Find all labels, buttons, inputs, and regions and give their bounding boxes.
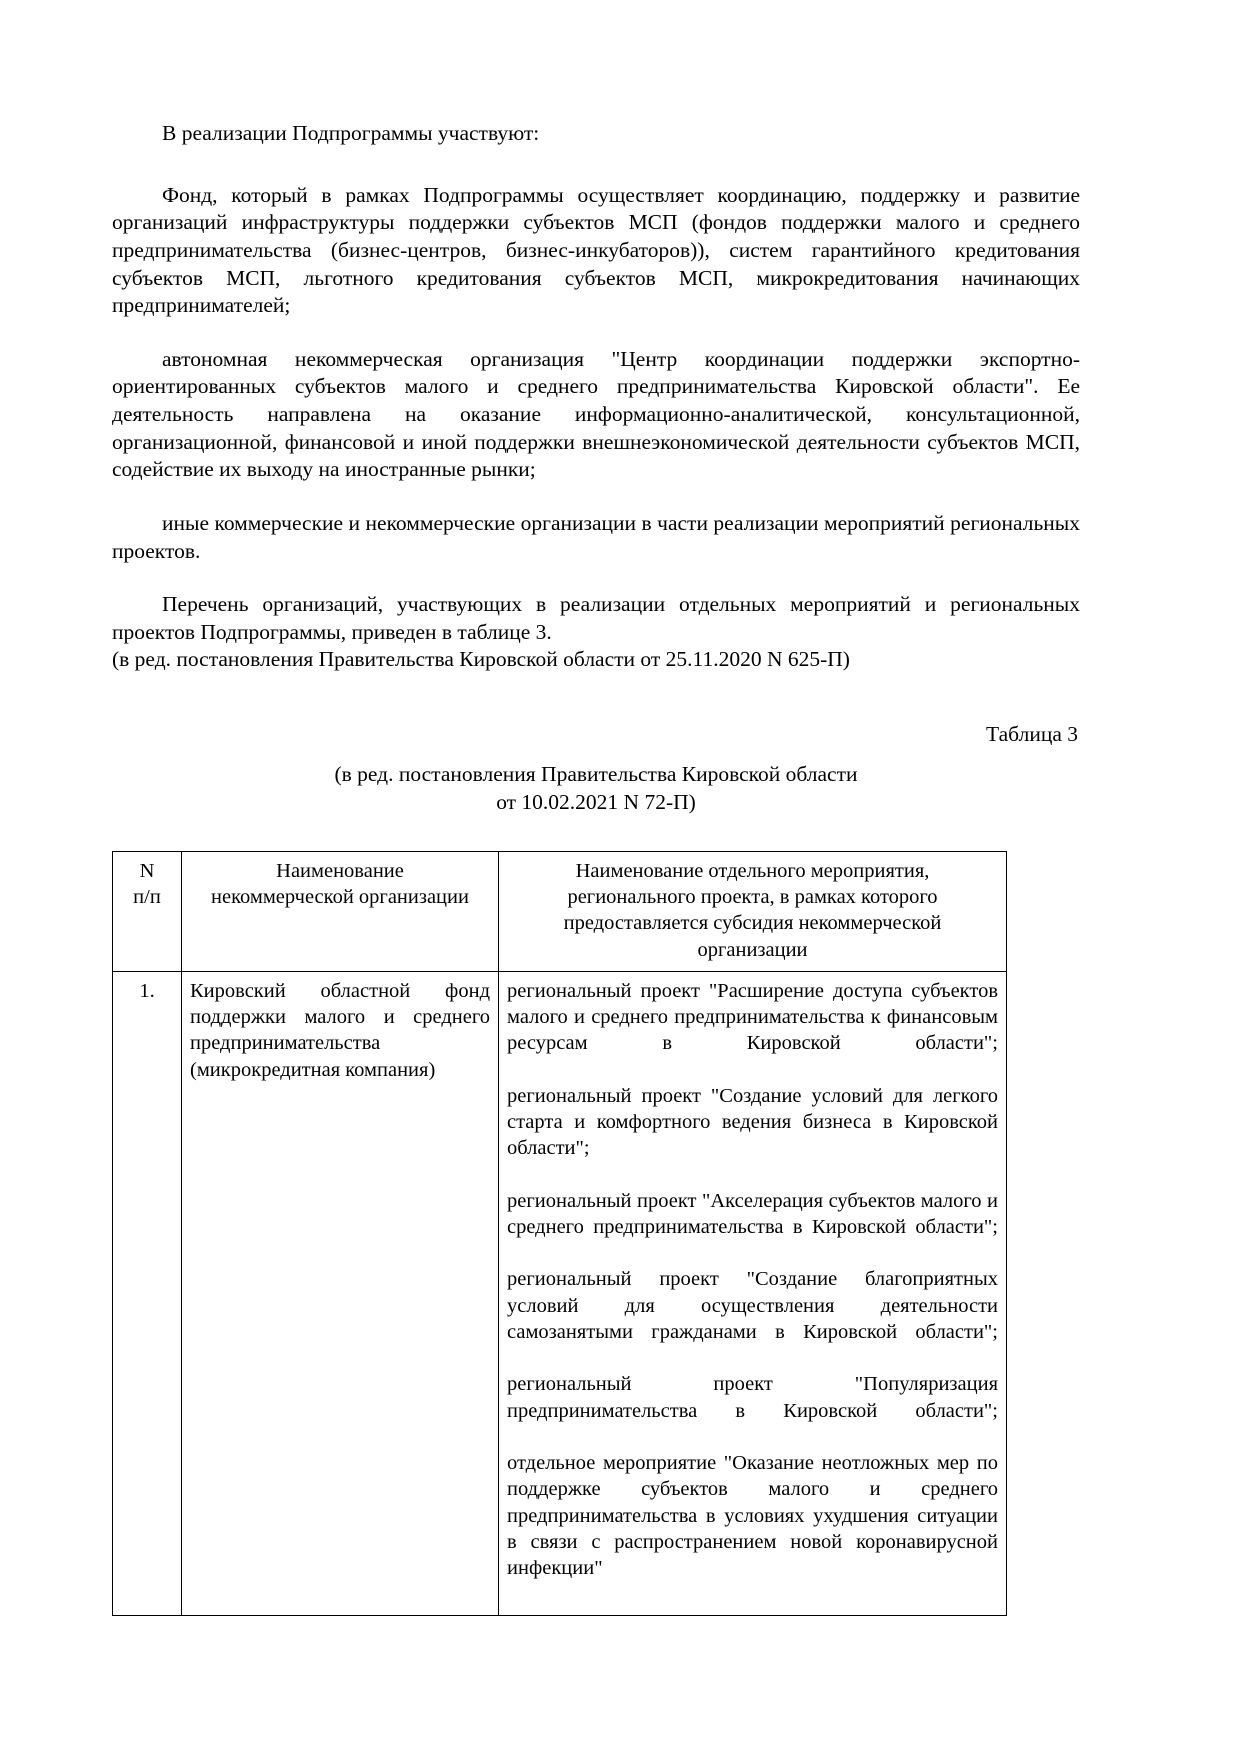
header-cell-number — [113, 851, 182, 971]
header-event-line-2: регионального проекта, в рамках которого — [567, 886, 938, 909]
table-caption — [112, 761, 1080, 817]
paragraph-fund: Фонд, который в рамках Подпрограммы осуществляет координацию, поддержку и развитие организаций инфраструктуры поддержки субъектов МСП (фондов поддержки малого и среднего предпринимательства (бизнес-центров, бизнес-инкубаторов)), систем гарантийного кредитования субъектов МСП, льготного кредитования субъектов МСП, микрокредитования начинающих предпринимателей; — [112, 182, 1080, 318]
paragraph-export-center: автономная некоммерческая организация "Центр координации поддержки экспортно-ориентированных субъектов малого и среднего предпринимательства Кировской области". Ее деятельность направлена на оказание информационно-аналитической, консультационной, организационной, финансовой и иной поддержки внешнеэкономической деятельности субъектов МСП, содействие их выходу на иностранные рынки; — [112, 346, 1080, 482]
table-label: Таблица 3 — [986, 722, 1078, 746]
cell-events-list — [499, 971, 1007, 1616]
header-organization-line-1: Наименование — [276, 859, 404, 882]
paragraph-table-reference: Перечень организаций, участвующих в реализации отдельных мероприятий и региональных проектов Подпрограммы, приведен в таблице 3. — [112, 592, 1080, 644]
header-event-line-1: Наименование отдельного мероприятия, — [575, 859, 930, 882]
header-organization-line-2: некоммерческой организации — [211, 886, 469, 909]
paragraph-other-organizations: иные коммерческие и некоммерческие организации в части реализации мероприятий региональных проектов. — [112, 510, 1080, 563]
table-header-row — [113, 851, 1007, 971]
header-cell-organization — [182, 851, 499, 971]
table-caption-line-1: (в ред. постановления Правительства Кировской области — [334, 762, 858, 786]
header-cell-event — [499, 851, 1007, 971]
header-number-line-2: п/п — [133, 886, 161, 909]
organizations-table — [112, 851, 1007, 1617]
event-item: региональный проект "Популяризация предпринимательства в Кировской области"; — [507, 1373, 998, 1422]
paragraph-intro: В реализации Подпрограммы участвуют: — [162, 121, 540, 145]
event-item: региональный проект "Акселерация субъектов малого и среднего предпринимательства в Кировской области"; — [507, 1189, 998, 1238]
header-number-line-1: N — [139, 859, 155, 882]
cell-organization-name: Кировский областной фонд поддержки малого и среднего предпринимательства (микрокредитная компания) — [182, 971, 499, 1616]
event-item: региональный проект "Создание благоприятных условий для осуществления деятельности самозанятыми гражданами в Кировской области"; — [507, 1268, 998, 1343]
table-head — [113, 851, 1007, 971]
table-body — [113, 971, 1007, 1616]
amendment-note: (в ред. постановления Правительства Кировской области от 25.11.2020 N 625-П) — [112, 647, 850, 672]
table-caption-line-2: от 10.02.2021 N 72-П) — [496, 789, 696, 814]
event-item: отдельное мероприятие "Оказание неотложных мер по поддержке субъектов малого и среднего предпринимательства в условиях ухудшения ситуации в связи с распространением новой коронавирусной инфекции" — [507, 1452, 998, 1579]
header-event-line-4: организации — [697, 938, 808, 961]
event-item: региональный проект "Расширение доступа субъектов малого и среднего предпринимательства к финансовым ресурсам в Кировской области"; — [507, 979, 998, 1055]
cell-row-number: 1. — [113, 971, 182, 1616]
event-item: региональный проект "Создание условий для легкого старта и комфортного ведения бизнеса в Кировской области"; — [507, 1084, 998, 1160]
header-event-line-3: предоставляется субсидия некоммерческой — [563, 912, 942, 935]
table-row — [113, 971, 1007, 1616]
